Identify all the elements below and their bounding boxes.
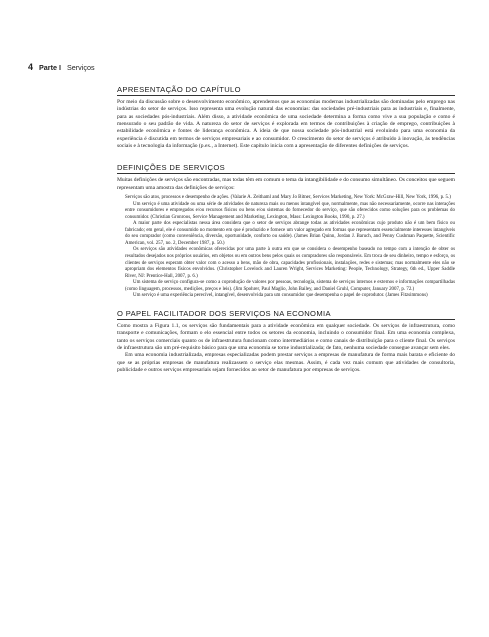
page-number: 4 bbox=[28, 62, 34, 72]
paragraph: Como mostra a Figura 1.1, os serviços são fundamentais para a atividade econômica em qualquer sociedade. Os serviços de infraestrutura, como transporte e comunicações, formam o elo essencial entre todos os setores da economia, incluindo o consumidor final. Em uma economia complexa, tanto os serviços comerciais quanto os de infraestrutura funcionam como intermediários e como canais de distribuição para o cliente final. Os serviços de infraestrutura são um pré-requisito básico para que uma economia se torne industrializada; de fato, nenhuma sociedade consegue avançar sem eles. bbox=[117, 322, 455, 351]
section-heading-apresentacao: APRESENTAÇÃO DO CAPÍTULO bbox=[117, 85, 455, 96]
definitions-quote-block bbox=[125, 195, 455, 300]
section-heading-definicoes: DEFINIÇÕES DE SERVIÇOS bbox=[117, 163, 455, 174]
definition-quote: Um sistema de serviço configura-se como a coprodução de valores por pessoas, tecnologia, sistema de serviços internos e externos e informações compartilhadas (como linguagem, processos, medições, preços e leis). (Jim Spohrer, Paul Maglio, John Bailey, and Daniel Gruhl, Computer, January 2007, p. 72.) bbox=[125, 280, 455, 292]
section-heading-papel-facilitador: O PAPEL FACILITADOR DOS SERVIÇOS NA ECONOMIA bbox=[117, 309, 455, 320]
page-body bbox=[117, 85, 455, 374]
definition-quote: Um serviço é uma atividade ou uma série de atividades de natureza mais ou menos intangível que, normalmente, mas não necessariamente, ocorre nas interações entre consumidores e empregados e/ou recursos físicos ou bens e/ou sistemas do fornecedor do serviço, que são oferecidos como soluções para os problemas do consumidor. (Christian Gronroos, Service Management and Marketing, Lexington, Mass: Lexington Books, 1990, p. 27.) bbox=[125, 201, 455, 220]
definition-quote: Os serviços são atividades econômicas oferecidas por uma parte à outra em que se considera o desempenho baseado no tempo com a intenção de obter os resultados desejados nos próprios usuários, em objetos ou em outros bens pelos quais os compradores são responsáveis. Em troca de seu dinheiro, tempo e esforço, os clientes de serviços esperam obter valor com o acesso a bens, mão de obra, capacidades profissionais, instalações, redes e sistemas; mas normalmente eles não se apropriam dos elementos físicos envolvidos. (Christopher Lovelock and Lauren Wright, Services Marketing: People, Technology, Strategy, 6th ed., Upper Saddle River, NJ: Prentice-Hall, 2007, p. 6.) bbox=[125, 247, 455, 279]
running-header bbox=[28, 62, 95, 72]
part-label: Parte I bbox=[39, 63, 61, 72]
definition-quote: Um serviço é uma experiência perecível, intangível, desenvolvida para um consumidor que desempenha o papel de coprodutor. (James Fitzsimmons) bbox=[133, 293, 428, 299]
paragraph: Muitas definições de serviços são encontradas, mas todas têm em comum o tema da intangibilidade e do consumo simultâneo. Os conceitos que seguem representam uma amostra das definições de serviços: bbox=[117, 177, 455, 191]
definition-quote: Serviços são atos, processos e desempenho de ações. (Valarie A. Zeithaml and Mary Jo Bitner, Services Marketing, New York: McGraw-Hill, New York, 1996, p. 5.) bbox=[125, 195, 451, 201]
paragraph: Por meio da discussão sobre o desenvolvimento econômico, aprendemos que as economias modernas industrializadas são dominadas pelo emprego nas indústrias do setor de serviços. Isso representa uma evolução natural das economias: das sociedades pré-industriais para as industriais e, finalmente, para as sociedades pós-industriais. Além disso, a atividade econômica de uma sociedade determina a forma como vive a sua população e como é mensurado o seu padrão de vida. A natureza do setor de serviços é explorada em termos de contribuições à criação de emprego, contribuições à estabilidade econômica e fontes de liderança econômica. A ideia de que nossa sociedade pós-industrial está evoluindo para uma economia da experiência é discutida em termos de serviços empresariais e ao consumidor. O crescimento do setor de serviços é atribuído à inovação, às tendências sociais e à tecnologia da informação (p.ex., a Internet). Este capítulo inicia com a apresentação de diferentes definições de serviços. bbox=[117, 99, 455, 150]
paragraph: Em uma economia industrializada, empresas especializadas podem prestar serviços a empresas de manufatura de forma mais barata e eficiente do que se as próprias empresas de manufatura realizassem o serviço elas mesmas. Assim, é cada vez mais comum que atividades de consultoria, publicidade e outros serviços empresariais sejam fornecidos ao setor de manufatura por empresas de serviços. bbox=[117, 352, 455, 373]
running-section-name: Serviços bbox=[67, 63, 95, 72]
definition-quote: A maior parte dos especialistas nessa área considera que o setor de serviços abrange todas as atividades econômicas cujo produto não é um bem físico ou fabricado; em geral, ele é consumido no momento em que é produzido e fornece um valor agregado em formas que representam essencialmente interesses intangíveis do seu comprador (como conveniência, diversão, oportunidade, conforto ou saúde). (James Brian Quinn, Jordan J. Baruch, and Penny Cushman Paquette, Scientific American, vol. 257, no. 2, December 1987, p. 50.) bbox=[125, 221, 455, 246]
